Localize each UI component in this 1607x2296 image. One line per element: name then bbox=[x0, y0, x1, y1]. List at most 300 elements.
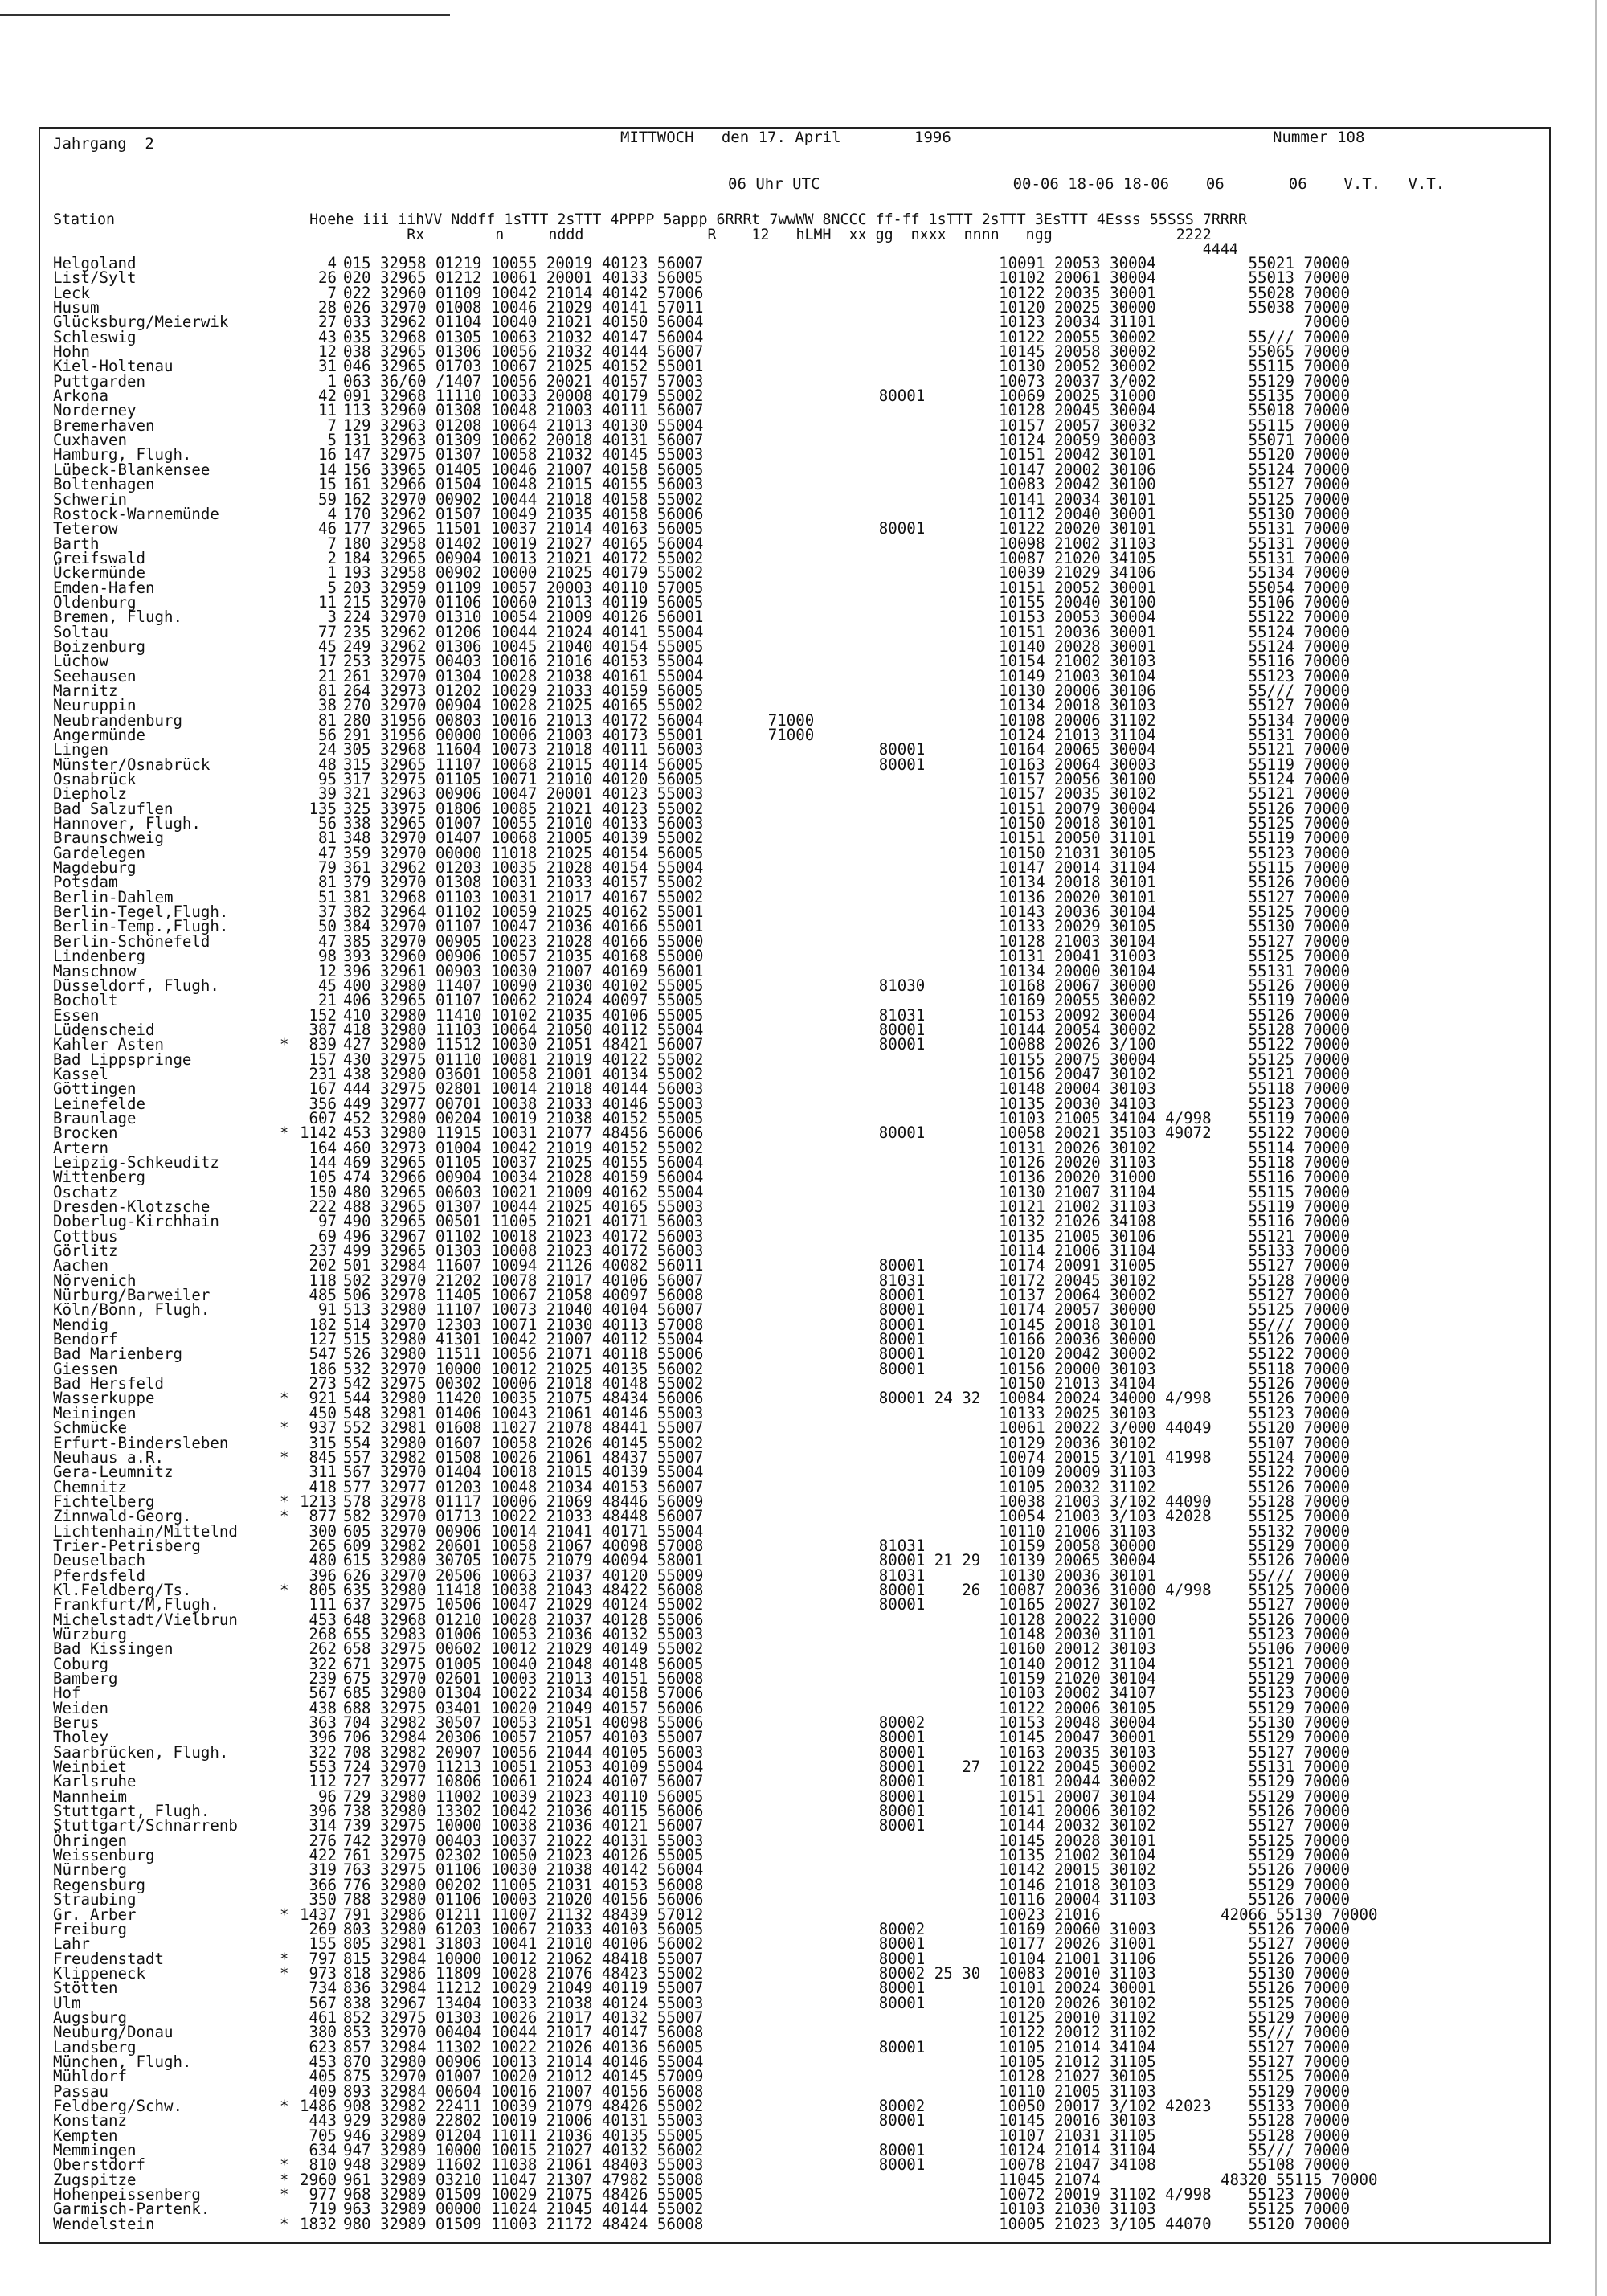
station-name: Pferdsfeld bbox=[53, 1565, 145, 1585]
station-height: 222 bbox=[309, 1197, 337, 1216]
station-name: Boltenhagen bbox=[53, 475, 155, 494]
station-height: 1832 bbox=[300, 2214, 337, 2233]
station-observation-groups: 046 32965 01703 10067 21025 40152 55001 10130 20052 30002 55115 70000 bbox=[343, 357, 1350, 376]
mountain-station-marker: * bbox=[280, 1418, 289, 1438]
station-observation-groups: 305 32968 11604 10073 21018 40111 56003 80001 10164 20065 30004 55121 70000 bbox=[343, 740, 1350, 759]
station-height: 24 bbox=[318, 740, 337, 759]
station-height: 311 bbox=[309, 1463, 337, 1482]
station-height: 4 bbox=[327, 254, 337, 272]
station-height: 12 bbox=[318, 961, 337, 980]
station-observation-groups: 727 32977 10806 10061 21024 40107 56007 80001 10181 20044 30002 55129 70000 bbox=[343, 1772, 1350, 1791]
station-name: Bad Kissingen bbox=[53, 1639, 174, 1659]
station-observation-groups: 400 32980 11407 10090 21030 40102 55005 81030 10168 20067 30000 55126 70000 bbox=[343, 976, 1350, 995]
station-observation-groups: 315 32965 11107 10068 21015 40114 56005 80001 10163 20064 30003 55119 70000 bbox=[343, 755, 1350, 774]
station-name: Weinbiet bbox=[53, 1758, 127, 1777]
station-name: Bremen, Flugh. bbox=[53, 608, 182, 627]
station-height: 239 bbox=[309, 1669, 337, 1688]
station-height: 322 bbox=[309, 1742, 337, 1762]
station-height: 438 bbox=[309, 1698, 337, 1717]
station-observation-groups: 805 32981 31803 10041 21010 40106 56002 80001 10177 20026 31001 55127 70000 bbox=[343, 1934, 1350, 1954]
station-name: Norderney bbox=[53, 401, 137, 420]
station-observation-groups: 379 32970 01308 10031 21033 40157 55002 10134 20018 30101 55126 70000 bbox=[343, 873, 1350, 892]
station-name: Lichtenhain/Mittelnd bbox=[53, 1521, 238, 1541]
station-observation-groups: 444 32975 02801 10014 21018 40144 56003 10148 20004 30103 55118 70000 bbox=[343, 1079, 1350, 1099]
station-name: Lahr bbox=[53, 1934, 90, 1954]
station-observation-groups: 963 32989 00000 11024 21045 40144 55002 10103 21030 31103 55125 70000 bbox=[343, 2200, 1350, 2219]
station-name: München, Flugh. bbox=[53, 2052, 192, 2071]
station-name: Münster/Osnabrück bbox=[53, 755, 211, 774]
station-height: 607 bbox=[309, 1108, 337, 1128]
station-height: 2 bbox=[327, 548, 337, 567]
station-observation-groups: 791 32986 01211 11007 21132 48439 57012 10023 21016 42066 55130 70000 bbox=[343, 1905, 1378, 1924]
station-height: 269 bbox=[309, 1919, 337, 1938]
station-name: Memmingen bbox=[53, 2141, 137, 2159]
station-observation-groups: 605 32970 00906 10014 21041 40171 55004 10110 21006 31103 55132 70000 bbox=[343, 1521, 1350, 1541]
station-observation-groups: 761 32975 02302 10050 21023 40126 55005 10135 21002 30104 55129 70000 bbox=[343, 1846, 1350, 1865]
station-height: 314 bbox=[309, 1816, 337, 1836]
station-observation-groups: 776 32980 00202 11005 21031 40153 56008 10146 21018 30103 55129 70000 bbox=[343, 1875, 1350, 1894]
station-height: 48 bbox=[318, 755, 337, 774]
station-name: Öhringen bbox=[53, 1831, 127, 1850]
station-observation-groups: 980 32989 01509 11003 21172 48424 56008 10005 21023 3/105 44070 55120 70000 bbox=[343, 2214, 1350, 2233]
station-height: 265 bbox=[309, 1536, 337, 1555]
station-height: 81 bbox=[318, 681, 337, 700]
station-name: Manschnow bbox=[53, 961, 137, 980]
station-observation-groups: 499 32965 01303 10008 21023 40172 56003 10114 21006 31104 55133 70000 bbox=[343, 1242, 1350, 1261]
station-name: Brocken bbox=[53, 1123, 118, 1143]
station-height: 623 bbox=[309, 2037, 337, 2057]
station-observation-groups: 490 32965 00501 11005 21021 40171 56003 10132 21026 34108 55116 70000 bbox=[343, 1212, 1350, 1231]
station-name: Kiel-Holtenau bbox=[53, 357, 174, 376]
station-name: Hamburg, Flugh. bbox=[53, 445, 192, 465]
station-table bbox=[53, 256, 1378, 2232]
station-observation-groups: 325 33975 01806 10085 21021 40123 55002 10151 20079 30004 55126 70000 bbox=[343, 799, 1350, 818]
station-observation-groups: 170 32962 01507 10049 21035 40158 56006 10112 20040 30001 55130 70000 bbox=[343, 504, 1350, 523]
station-name: Lingen bbox=[53, 740, 108, 759]
station-name: Würzburg bbox=[53, 1624, 127, 1643]
station-name: Doberlug-Kirchhain bbox=[53, 1212, 219, 1231]
station-height: 98 bbox=[318, 947, 337, 966]
station-height: 797 bbox=[309, 1949, 337, 1968]
station-height: 356 bbox=[309, 1094, 337, 1113]
station-height: 1486 bbox=[300, 2096, 337, 2115]
station-observation-groups: 113 32960 01308 10048 21003 40111 56007 10128 20045 30004 55018 70000 bbox=[343, 401, 1350, 420]
station-name: Kassel bbox=[53, 1064, 108, 1083]
station-observation-groups: 788 32980 01106 10003 21020 40156 56006 10116 20004 31103 55126 70000 bbox=[343, 1890, 1350, 1909]
station-height: 112 bbox=[309, 1772, 337, 1791]
station-height: 150 bbox=[309, 1182, 337, 1201]
mountain-station-marker: * bbox=[280, 1389, 289, 1408]
station-name: Cottbus bbox=[53, 1226, 118, 1246]
station-observation-groups: 515 32980 41301 10042 21007 40112 55004 80001 10166 20036 30000 55126 70000 bbox=[343, 1330, 1350, 1349]
station-name: Lindenberg bbox=[53, 947, 145, 966]
station-height: 1 bbox=[327, 371, 337, 391]
station-observation-groups: 648 32968 01210 10028 21037 40128 55006 10128 20022 31000 55126 70000 bbox=[343, 1610, 1350, 1629]
station-height: 3 bbox=[327, 608, 337, 627]
station-height: 7 bbox=[327, 283, 337, 302]
station-height: 96 bbox=[318, 1786, 337, 1806]
station-height: 237 bbox=[309, 1242, 337, 1261]
station-name: Leinefelde bbox=[53, 1094, 145, 1113]
station-height: 11 bbox=[318, 592, 337, 612]
station-height: 105 bbox=[309, 1168, 337, 1187]
station-height: 977 bbox=[309, 2185, 337, 2204]
station-name: Görlitz bbox=[53, 1242, 118, 1261]
station-name: Husum bbox=[53, 298, 100, 317]
mountain-station-marker: * bbox=[280, 1492, 289, 1511]
column-header-row-3: Rx n nddd R 12 hLMH xx gg nxxx nnnn ngg 2222 bbox=[53, 227, 1212, 244]
station-height: 144 bbox=[309, 1152, 337, 1172]
mountain-station-marker: * bbox=[280, 1580, 289, 1599]
jahrgang-label: Jahrgang 2 bbox=[53, 135, 154, 153]
top-scan-line bbox=[0, 14, 450, 16]
station-height: 363 bbox=[309, 1713, 337, 1733]
station-height: 118 bbox=[309, 1271, 337, 1290]
station-height: 21 bbox=[318, 991, 337, 1010]
station-observation-groups: 449 32977 00701 10038 21033 40146 55003 10135 20030 34103 55123 70000 bbox=[343, 1094, 1350, 1113]
station-height: 231 bbox=[309, 1064, 337, 1083]
station-observation-groups: 658 32975 00602 10012 21029 40149 55002 10160 20012 30103 55106 70000 bbox=[343, 1639, 1350, 1659]
station-observation-groups: 270 32970 00904 10028 21025 40165 55002 10134 20018 30103 55127 70000 bbox=[343, 696, 1350, 715]
station-name: Potsdam bbox=[53, 873, 118, 892]
station-observation-groups: 532 32970 10000 10012 21025 40135 56002 80001 10156 20000 30103 55118 70000 bbox=[343, 1359, 1350, 1378]
station-name: Schwerin bbox=[53, 489, 127, 509]
station-name: Kempten bbox=[53, 2126, 118, 2145]
station-name: Bad Marienberg bbox=[53, 1344, 182, 1364]
station-observation-groups: 385 32970 00905 10023 21028 40166 55000 10128 21003 30104 55127 70000 bbox=[343, 931, 1350, 951]
station-name: Arkona bbox=[53, 387, 108, 406]
mountain-station-marker: * bbox=[280, 2214, 289, 2233]
station-observation-groups: 359 32970 00000 11018 21025 40154 56005 10150 21031 30105 55123 70000 bbox=[343, 843, 1350, 862]
station-name: Nürburg/Barweiler bbox=[53, 1286, 211, 1305]
station-name: Erfurt-Bindersleben bbox=[53, 1433, 229, 1452]
station-height: 734 bbox=[309, 1979, 337, 1998]
station-name: Kahler Asten bbox=[53, 1035, 164, 1054]
station-observation-groups: 577 32977 01203 10048 21034 40153 56007 10105 20032 31102 55126 70000 bbox=[343, 1477, 1350, 1496]
station-height: 839 bbox=[309, 1035, 337, 1054]
station-name: Oberstdorf bbox=[53, 2155, 145, 2175]
station-height: 186 bbox=[309, 1359, 337, 1378]
station-observation-groups: 317 32975 01105 10071 21010 40120 56005 10157 20056 30100 55124 70000 bbox=[343, 770, 1350, 789]
station-observation-groups: 224 32970 01310 10054 21009 40126 56001 10153 20053 30004 55122 70000 bbox=[343, 608, 1350, 627]
station-name: Giessen bbox=[53, 1359, 118, 1378]
mountain-station-marker: * bbox=[280, 1507, 289, 1526]
station-observation-groups: 177 32965 11501 10037 21014 40163 56005 80001 10122 20020 30101 55131 70000 bbox=[343, 519, 1350, 538]
station-observation-groups: 488 32965 01307 10044 21025 40165 55003 10121 21002 31103 55119 70000 bbox=[343, 1197, 1350, 1216]
station-name: Bad Hersfeld bbox=[53, 1374, 164, 1394]
station-observation-groups: 704 32982 30507 10053 21051 40098 55006 80002 10153 20048 30004 55130 70000 bbox=[343, 1713, 1350, 1733]
station-name: Karlsruhe bbox=[53, 1772, 137, 1791]
station-height: 111 bbox=[309, 1595, 337, 1615]
station-observation-groups: 578 32978 01117 10006 21069 48446 56009 10038 21003 3/102 44090 55128 70000 bbox=[343, 1492, 1350, 1511]
station-height: 1213 bbox=[300, 1492, 337, 1511]
station-name: Köln/Bonn, Flugh. bbox=[53, 1300, 211, 1320]
station-observation-groups: 264 32973 01202 10029 21033 40159 56005 10130 20006 30106 55/// 70000 bbox=[343, 681, 1350, 700]
station-name: Berlin-Schönefeld bbox=[53, 931, 211, 951]
station-height: 705 bbox=[309, 2126, 337, 2145]
station-observation-groups: 215 32970 01106 10060 21013 40119 56005 10155 20040 30100 55106 70000 bbox=[343, 592, 1350, 612]
station-height: 1437 bbox=[300, 1905, 337, 1924]
station-name: Gardelegen bbox=[53, 843, 145, 862]
station-height: 719 bbox=[309, 2200, 337, 2219]
station-height: 97 bbox=[318, 1212, 337, 1231]
station-observation-groups: 836 32984 11212 10029 21049 40119 55007 80001 10101 20024 30001 55126 70000 bbox=[343, 1979, 1350, 1998]
station-height: 38 bbox=[318, 696, 337, 715]
station-name: Garmisch-Partenk. bbox=[53, 2200, 211, 2219]
station-observation-groups: 818 32986 11809 10028 21076 48423 55002 80002 25 30 10083 20010 31103 55130 70000 bbox=[343, 1963, 1350, 1983]
station-name: Puttgarden bbox=[53, 371, 145, 391]
station-observation-groups: 261 32970 01304 10028 21038 40161 55004 10149 21003 30104 55123 70000 bbox=[343, 666, 1350, 686]
station-name: Hof bbox=[53, 1684, 81, 1703]
station-observation-groups: 193 32958 00902 10000 21025 40179 55002 10039 21029 34106 55134 70000 bbox=[343, 563, 1350, 583]
station-height: 28 bbox=[318, 298, 337, 317]
station-observation-groups: 406 32965 01107 10062 21024 40097 55005 10169 20055 30002 55119 70000 bbox=[343, 991, 1350, 1010]
station-name: Diepholz bbox=[53, 784, 127, 804]
station-height: 387 bbox=[309, 1020, 337, 1039]
station-height: 56 bbox=[318, 814, 337, 833]
station-height: 1142 bbox=[300, 1123, 337, 1143]
station-name: Aachen bbox=[53, 1256, 108, 1275]
station-name: Meiningen bbox=[53, 1403, 137, 1422]
station-observation-groups: 474 32966 00904 10034 21028 40159 56004 10136 20020 31000 55116 70000 bbox=[343, 1168, 1350, 1187]
station-name: Bremerhaven bbox=[53, 415, 155, 435]
station-height: 16 bbox=[318, 445, 337, 465]
station-observation-groups: 514 32970 12303 10071 21030 40113 57008 80001 10145 20018 30101 55/// 70000 bbox=[343, 1315, 1350, 1334]
station-height: 5 bbox=[327, 578, 337, 597]
station-height: 127 bbox=[309, 1330, 337, 1349]
station-observation-groups: 742 32970 00403 10037 21022 40131 55003 10145 20028 30101 55125 70000 bbox=[343, 1831, 1350, 1850]
station-observation-groups: 253 32975 00403 10016 21016 40153 55004 10154 21002 30103 55116 70000 bbox=[343, 652, 1350, 671]
station-observation-groups: 321 32963 00906 10047 20001 40123 55003 10157 20035 30102 55121 70000 bbox=[343, 784, 1350, 804]
station-name: Bad Salzuflen bbox=[53, 799, 174, 818]
station-height: 21 bbox=[318, 666, 337, 686]
station-observation-groups: 129 32963 01208 10064 21013 40130 55004 10157 20057 30032 55115 70000 bbox=[343, 415, 1350, 435]
station-height: 39 bbox=[318, 784, 337, 804]
station-height: 380 bbox=[309, 2023, 337, 2042]
station-observation-groups: 382 32964 01102 10059 21025 40162 55001 10143 20036 30104 55125 70000 bbox=[343, 902, 1350, 922]
station-height: 79 bbox=[318, 858, 337, 878]
station-observation-groups: 280 31956 00803 10016 21013 40172 56004 71000 10108 20006 31102 55134 70000 bbox=[343, 710, 1350, 730]
station-observation-groups: 671 32975 01005 10040 21048 40148 56005 10140 20012 31104 55121 70000 bbox=[343, 1654, 1350, 1673]
station-height: 845 bbox=[309, 1447, 337, 1467]
station-name: Landsberg bbox=[53, 2037, 137, 2057]
station-name: Zinnwald-Georg. bbox=[53, 1507, 192, 1526]
station-name: Artern bbox=[53, 1138, 108, 1157]
station-height: 396 bbox=[309, 1565, 337, 1585]
station-height: 315 bbox=[309, 1433, 337, 1452]
station-observation-groups: 706 32984 20306 10057 21057 40103 55007 80001 10145 20047 30001 55129 70000 bbox=[343, 1728, 1350, 1747]
station-observation-groups: 506 32978 11405 10067 21058 40097 56008 80001 10137 20064 30002 55127 70000 bbox=[343, 1286, 1350, 1305]
station-observation-groups: 513 32980 11107 10073 21040 40104 56007 80001 10174 20057 30000 55125 70000 bbox=[343, 1300, 1350, 1320]
station-observation-groups: 418 32980 11103 10064 21050 40112 55004 80001 10144 20054 30002 55128 70000 bbox=[343, 1020, 1350, 1039]
mountain-station-marker: * bbox=[280, 2096, 289, 2115]
station-name: Rostock-Warnemünde bbox=[53, 504, 219, 523]
date-label: MITTWOCH den 17. April 1996 bbox=[620, 129, 951, 146]
station-name: Coburg bbox=[53, 1654, 108, 1673]
station-height: 634 bbox=[309, 2141, 337, 2159]
station-observation-groups: 038 32965 01306 10056 21032 40144 56007 10145 20058 30002 55065 70000 bbox=[343, 342, 1350, 362]
station-name: Essen bbox=[53, 1005, 100, 1025]
station-height: 276 bbox=[309, 1831, 337, 1850]
station-observation-groups: 430 32975 01110 10081 21019 40122 55002 10155 20075 30004 55125 70000 bbox=[343, 1050, 1350, 1069]
station-name: Dresden-Klotzsche bbox=[53, 1197, 211, 1216]
mountain-station-marker: * bbox=[280, 1123, 289, 1143]
station-height: 409 bbox=[309, 2081, 337, 2101]
station-observation-groups: 020 32965 01212 10061 20001 40133 56005 10102 20061 30004 55013 70000 bbox=[343, 268, 1350, 288]
station-height: 11 bbox=[318, 401, 337, 420]
station-height: 31 bbox=[318, 357, 337, 376]
station-name: Deuselbach bbox=[53, 1551, 145, 1570]
station-observation-groups: 203 32959 01109 10057 20003 40110 57005 10151 20052 30001 55054 70000 bbox=[343, 578, 1350, 597]
station-observation-groups: 637 32975 10506 10047 21029 40124 55002 80001 10165 20027 30102 55127 70000 bbox=[343, 1595, 1350, 1615]
station-name: Frankfurt/M,Flugh. bbox=[53, 1595, 219, 1615]
station-observation-groups: 870 32980 00906 10013 21014 40146 55004 10105 21012 31105 55127 70000 bbox=[343, 2052, 1350, 2071]
station-observation-groups: 675 32970 02601 10003 21013 40151 56008 10159 21020 30104 55129 70000 bbox=[343, 1669, 1350, 1688]
station-height: 405 bbox=[309, 2067, 337, 2086]
station-observation-groups: 729 32980 11002 10039 21023 40110 56005 80001 10151 20007 30104 55129 70000 bbox=[343, 1786, 1350, 1806]
station-name: Kl.Feldberg/Ts. bbox=[53, 1580, 192, 1599]
station-height: 2960 bbox=[300, 2170, 337, 2189]
station-observation-groups: 852 32975 01303 10026 21017 40132 55007 10125 20010 31102 55129 70000 bbox=[343, 2007, 1350, 2027]
station-name: Klippeneck bbox=[53, 1963, 145, 1983]
station-observation-groups: 396 32961 00903 10030 21007 40169 56001 10134 20000 30104 55131 70000 bbox=[343, 961, 1350, 980]
station-observation-groups: 947 32989 10000 10015 21027 40132 56002 80001 10124 21014 31104 55/// 70000 bbox=[343, 2141, 1350, 2159]
station-name: Neubrandenburg bbox=[53, 710, 182, 730]
station-name: Glücksburg/Meierwik bbox=[53, 313, 229, 332]
station-observation-groups: 501 32984 11607 10094 21126 40082 56011 80001 10174 20091 31005 55127 70000 bbox=[343, 1256, 1350, 1275]
station-height: 396 bbox=[309, 1728, 337, 1747]
station-observation-groups: 022 32960 01109 10042 21014 40142 57006 10122 20035 30001 55028 70000 bbox=[343, 283, 1350, 302]
station-height: 155 bbox=[309, 1934, 337, 1954]
station-name: Göttingen bbox=[53, 1079, 137, 1099]
station-height: 322 bbox=[309, 1654, 337, 1673]
station-observation-groups: 688 32975 03401 10020 21049 40157 56006 10122 20006 30105 55129 70000 bbox=[343, 1698, 1350, 1717]
station-height: 567 bbox=[309, 1993, 337, 2012]
station-name: Augsburg bbox=[53, 2007, 127, 2027]
station-observation-groups: 361 32962 01203 10035 21028 40154 55004 10147 20014 31104 55115 70000 bbox=[343, 858, 1350, 878]
station-observation-groups: 156 33965 01405 10046 21007 40158 56005 10147 20002 30106 55124 70000 bbox=[343, 460, 1350, 479]
station-name: Freudenstadt bbox=[53, 1949, 164, 1968]
station-name: Straubing bbox=[53, 1890, 137, 1909]
station-observation-groups: 946 32989 01204 11011 21036 40135 55005 10107 21031 31105 55128 70000 bbox=[343, 2126, 1350, 2145]
station-height: 45 bbox=[318, 636, 337, 656]
station-name: Chemnitz bbox=[53, 1477, 127, 1496]
station-name: Braunlage bbox=[53, 1108, 137, 1128]
mountain-station-marker: * bbox=[280, 1447, 289, 1467]
station-name: Berus bbox=[53, 1713, 100, 1733]
station-height: 47 bbox=[318, 931, 337, 951]
station-observation-groups: 026 32970 01008 10046 21029 40141 57011 10120 20025 30000 55038 70000 bbox=[343, 298, 1350, 317]
station-name: Tholey bbox=[53, 1728, 108, 1747]
station-observation-groups: 452 32980 00204 10019 21038 40152 55005 10103 21005 34104 4/998 55119 70000 bbox=[343, 1108, 1350, 1128]
station-observation-groups: 552 32981 01608 11027 21078 48441 55007 10061 20022 3/000 44049 55120 70000 bbox=[343, 1418, 1350, 1438]
station-height: 81 bbox=[318, 710, 337, 730]
station-observation-groups: 626 32970 20506 10063 21037 40120 55009 81031 10130 20036 30101 55/// 70000 bbox=[343, 1565, 1350, 1585]
station-observation-groups: 968 32989 01509 10029 21075 48426 55005 10072 20019 31102 4/998 55123 70000 bbox=[343, 2185, 1350, 2204]
station-observation-groups: 161 32966 01504 10048 21015 40155 56003 10083 20042 30100 55127 70000 bbox=[343, 475, 1350, 494]
station-name: Düsseldorf, Flugh. bbox=[53, 976, 219, 995]
station-observation-groups: 875 32970 01007 10020 21012 40145 57009 10128 21027 30105 55125 70000 bbox=[343, 2067, 1350, 2086]
station-name: Lüchow bbox=[53, 652, 108, 671]
station-height: 4 bbox=[327, 504, 337, 523]
station-height: 268 bbox=[309, 1624, 337, 1643]
station-name: Angermünde bbox=[53, 726, 145, 744]
station-observation-groups: 763 32975 01106 10030 21038 40142 56004 10142 20015 30102 55126 70000 bbox=[343, 1860, 1350, 1880]
station-height: 27 bbox=[318, 313, 337, 332]
station-height: 152 bbox=[309, 1005, 337, 1025]
station-observation-groups: 724 32970 11213 10051 21053 40109 55004 80001 27 10122 20045 30002 55131 70000 bbox=[343, 1758, 1350, 1777]
station-height: 7 bbox=[327, 534, 337, 553]
station-name: Feldberg/Schw. bbox=[53, 2096, 182, 2115]
station-observation-groups: 015 32958 01219 10055 20019 40123 56007 10091 20053 30004 55021 70000 bbox=[343, 254, 1350, 272]
station-observation-groups: 427 32980 11512 10030 21051 48421 56007 80001 10088 20026 3/100 55122 70000 bbox=[343, 1035, 1350, 1054]
station-observation-groups: 381 32968 01103 10031 21017 40167 55002 10136 20020 30101 55127 70000 bbox=[343, 887, 1350, 907]
station-height: 553 bbox=[309, 1758, 337, 1777]
station-observation-groups: 180 32958 01402 10019 21027 40165 56004 10098 21002 31103 55131 70000 bbox=[343, 534, 1350, 553]
station-observation-groups: 548 32981 01406 10043 21061 40146 55003 10133 20025 30103 55123 70000 bbox=[343, 1403, 1350, 1422]
station-height: 7 bbox=[327, 415, 337, 435]
station-name: Hohenpeissenberg bbox=[53, 2185, 201, 2204]
station-height: 300 bbox=[309, 1521, 337, 1541]
station-name: Freiburg bbox=[53, 1919, 127, 1938]
right-scan-line bbox=[1595, 0, 1597, 2296]
station-height: 91 bbox=[318, 1300, 337, 1320]
station-height: 157 bbox=[309, 1050, 337, 1069]
station-name: Regensburg bbox=[53, 1875, 145, 1894]
station-height: 47 bbox=[318, 843, 337, 862]
station-name: Emden-Hafen bbox=[53, 578, 155, 597]
station-observation-groups: 929 32980 22802 10019 21006 40131 55003 80001 10145 20016 30103 55128 70000 bbox=[343, 2111, 1350, 2130]
column-header-row-2: Station Hoehe iii iihVV Nddff 1sTTT 2sTTT 4PPPP 5appp 6RRRt 7wwWW 8NCCC ff-ff 1sTTT 2sTTT 3EsTTT 4Esss 55SSS 7RRRR bbox=[53, 211, 1247, 228]
station-observation-groups: 857 32984 11302 10022 21026 40136 56005 80001 10105 21014 34104 55127 70000 bbox=[343, 2037, 1350, 2057]
station-name: Trier-Petrisberg bbox=[53, 1536, 201, 1555]
station-height: 547 bbox=[309, 1344, 337, 1364]
station-height: 453 bbox=[309, 1610, 337, 1629]
station-observation-groups: 291 31956 00000 10006 21003 40173 55001 71000 10124 21013 31104 55131 70000 bbox=[343, 726, 1350, 744]
station-name: Konstanz bbox=[53, 2111, 127, 2130]
station-name: Osnabrück bbox=[53, 770, 137, 789]
station-name: Marnitz bbox=[53, 681, 118, 700]
station-height: 43 bbox=[318, 327, 337, 346]
table-row bbox=[53, 2214, 1378, 2233]
station-name: Gr. Arber bbox=[53, 1905, 137, 1924]
station-height: 12 bbox=[318, 342, 337, 362]
station-name: Schmücke bbox=[53, 1418, 127, 1438]
station-height: 182 bbox=[309, 1315, 337, 1334]
station-height: 422 bbox=[309, 1846, 337, 1865]
station-name: Schleswig bbox=[53, 327, 137, 346]
station-height: 273 bbox=[309, 1374, 337, 1394]
station-name: Seehausen bbox=[53, 666, 137, 686]
station-height: 81 bbox=[318, 829, 337, 848]
station-observation-groups: 838 32967 13404 10033 21038 40124 55003 80001 10120 20026 30102 55125 70000 bbox=[343, 1993, 1350, 2012]
station-observation-groups: 235 32962 01206 10044 21024 40141 55004 10151 20036 30001 55124 70000 bbox=[343, 622, 1350, 641]
station-name: Fichtelberg bbox=[53, 1492, 155, 1511]
station-height: 45 bbox=[318, 976, 337, 995]
column-header-row-4: 4444 bbox=[53, 241, 1238, 258]
station-observation-groups: 249 32962 01306 10045 21040 40154 55005 10140 20028 30001 55124 70000 bbox=[343, 636, 1350, 656]
station-height: 167 bbox=[309, 1079, 337, 1099]
station-observation-groups: 554 32980 01607 10058 21026 40145 55002 10129 20036 30102 55107 70000 bbox=[343, 1433, 1350, 1452]
station-name: Passau bbox=[53, 2081, 108, 2101]
station-observation-groups: 338 32965 01007 10055 21010 40133 56003 10150 20018 30101 55125 70000 bbox=[343, 814, 1350, 833]
station-observation-groups: 469 32965 01105 10037 21025 40155 56004 10126 20020 31103 55118 70000 bbox=[343, 1152, 1350, 1172]
station-name: Mendig bbox=[53, 1315, 108, 1334]
mountain-station-marker: * bbox=[280, 2185, 289, 2204]
column-header-row-1: 06 Uhr UTC 00-06 18-06 18-06 06 06 V.T. V.T. bbox=[728, 175, 1445, 193]
station-name: Neuhaus a.R. bbox=[53, 1447, 164, 1467]
station-name: Stötten bbox=[53, 1979, 118, 1998]
